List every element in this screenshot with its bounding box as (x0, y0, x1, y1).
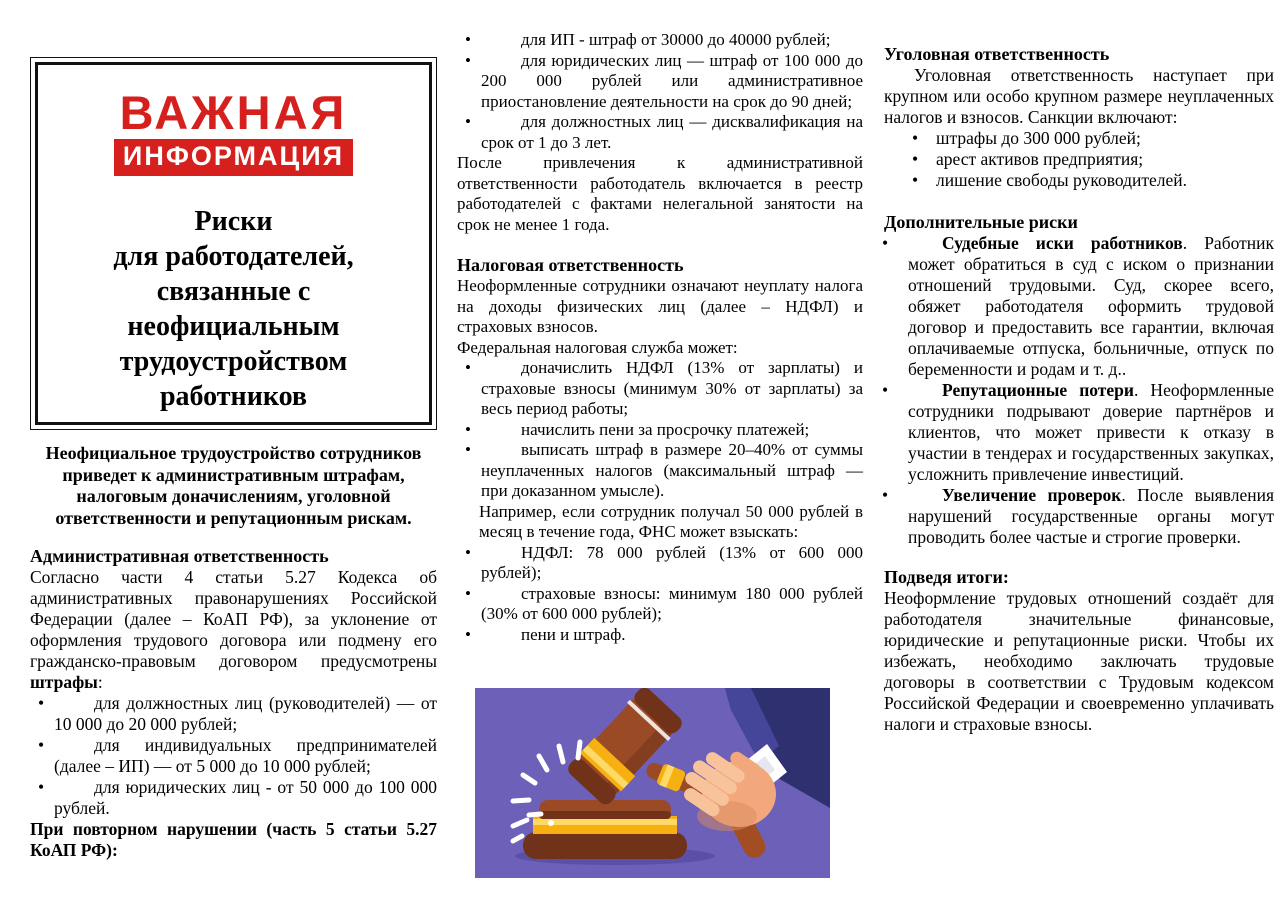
risk-title: Увеличение проверок (942, 485, 1122, 505)
risk-text: . После выявления нарушений государственные органы могут проводить более частые и строгие проверки. (908, 485, 1274, 547)
title-line: связанные с (156, 276, 311, 307)
section-heading-criminal: Уголовная ответственность (884, 44, 1110, 64)
additional-risks-list (884, 233, 1274, 548)
repeat-violation-note: При повторном нарушении (часть 5 статьи 5.27 КоАП РФ): (30, 819, 437, 860)
fines-list (30, 693, 437, 819)
vazhnaya-informatsiya-logo (114, 86, 353, 176)
title-line: неофициальным (127, 311, 340, 342)
example-paragraph: Например, если сотрудник получал 50 000 рублей в месяц в течение года, ФНС может взыскать: (479, 501, 863, 541)
list-item (884, 380, 1274, 485)
list-item: • штрафы до 300 000 рублей; (884, 128, 1274, 149)
list-item: • лишение свободы руководителей. (884, 170, 1274, 191)
summary-paragraph: Неоформление трудовых отношений создаёт для работодателя значительные финансовые, юридические и репутационные риски. Чтобы их избежать, необходимо заключать трудовые договоры в соответствии с Трудовым кодексом Российской Федерации и своевременно уплачивать налоги и страховые взносы. (884, 588, 1274, 734)
list-item: • для должностных лиц (руководителей) — от 10 000 до 20 000 рублей; (30, 693, 437, 735)
list-item (884, 485, 1274, 548)
document-title (38, 204, 429, 414)
fns-intro: Федеральная налоговая служба может: (457, 337, 738, 357)
sanctions-list (884, 128, 1274, 191)
middle-column (457, 30, 863, 645)
example-list (457, 543, 863, 646)
fns-actions-list (457, 358, 863, 502)
list-item: • НДФЛ: 78 000 рублей (13% от 600 000 рублей); (457, 543, 863, 584)
section-heading-summary: Подведя итоги: (884, 567, 1009, 587)
list-item: • для индивидуальных предпринимателей (далее – ИП) — от 5 000 до 10 000 рублей; (30, 735, 437, 777)
admin-paragraph-colon: : (97, 672, 103, 692)
registry-paragraph: После привлечения к административной ответственности работодатель включается в реестр работодателей с фактами нелегальной занятости на срок не менее 1 года. (457, 153, 863, 234)
gavel-illustration (475, 688, 830, 878)
list-item: • пени и штраф. (457, 625, 863, 646)
list-item: • арест активов предприятия; (884, 149, 1274, 170)
title-line: трудоустройством (119, 346, 348, 377)
list-item: • для юридических лиц — штраф от 100 000 до 200 000 рублей или административное приостановление деятельности на срок до 90 дней; (457, 51, 863, 113)
risk-text: . Неоформленные сотрудники подрывают доверие партнёров и клиентов, что может привести к отказу в участии в тендерах и государственных закупках, усложнить привлечение инвестиций. (908, 380, 1274, 484)
repeat-fines-list (457, 30, 863, 153)
important-info-box (30, 57, 437, 430)
list-item: • начислить пени за просрочку платежей; (457, 420, 863, 441)
section-heading-tax: Налоговая ответственность (457, 255, 684, 275)
list-item: • доначислить НДФЛ (13% от зарплаты) и страховые взносы (минимум 30% от зарплаты) за весь период работы; (457, 358, 863, 420)
risk-text: . Работник может обратиться в суд с иском о признании отношений трудовыми. Суд, скорее всего, обяжет работодателя оформить трудовой договор и предоставить все гарантии, включая оплачиваемые отпуска, больничные, отпуск по беременности и родам и т. д.. (908, 233, 1274, 379)
title-line: работников (159, 381, 308, 412)
logo-line-2: ИНФОРМАЦИЯ (114, 139, 353, 176)
risk-title: Судебные иски работников (942, 233, 1183, 253)
intro-summary: Неофициальное трудоустройство сотрудников приведет к административным штрафам, налоговым доначислениям, уголовной ответственности и репутационным рискам. (45, 443, 422, 528)
list-item: • для ИП - штраф от 30000 до 40000 рублей; (457, 30, 863, 51)
sound-block (523, 800, 687, 859)
section-heading-administrative: Административная ответственность (30, 546, 329, 566)
list-item: • выписать штраф в размере 20–40% от суммы неуплаченных налогов (максимальный штраф — при доказанном умысле). (457, 440, 863, 502)
admin-paragraph-text: Согласно части 4 статьи 5.27 Кодекса об административных правонарушениях Российской Федерации (далее – КоАП РФ), за уклонение от оформления трудового договора или подмену его гражданско-правовым договором предусмотрены (30, 567, 437, 671)
list-item: • страховые взносы: минимум 180 000 рублей (30% от 600 000 рублей); (457, 584, 863, 625)
tax-paragraph: Неоформленные сотрудники означают неуплату налога на доходы физических лиц (далее – НДФЛ) и страховых взносов. (457, 276, 863, 336)
title-line: Риски (194, 206, 273, 237)
risk-title: Репутационные потери (942, 380, 1134, 400)
left-column (30, 57, 437, 861)
admin-paragraph-bold: штрафы (30, 672, 98, 692)
admin-paragraph (30, 567, 437, 693)
list-item: • для должностных лиц — дисквалификация на срок от 1 до 3 лет. (457, 112, 863, 153)
right-column (884, 44, 1274, 735)
criminal-paragraph: Уголовная ответственность наступает при крупном или особо крупном размере неуплаченных налогов и взносов. Санкции включают: (884, 65, 1274, 127)
logo-line-1: ВАЖНАЯ (119, 86, 348, 139)
gavel-illustration-svg (475, 688, 830, 878)
title-line: для работодателей, (113, 241, 354, 272)
section-heading-additional-risks: Дополнительные риски (884, 212, 1078, 232)
important-info-box-inner (35, 62, 432, 425)
list-item: • для юридических лиц - от 50 000 до 100 000 рублей. (30, 777, 437, 819)
list-item (884, 233, 1274, 380)
